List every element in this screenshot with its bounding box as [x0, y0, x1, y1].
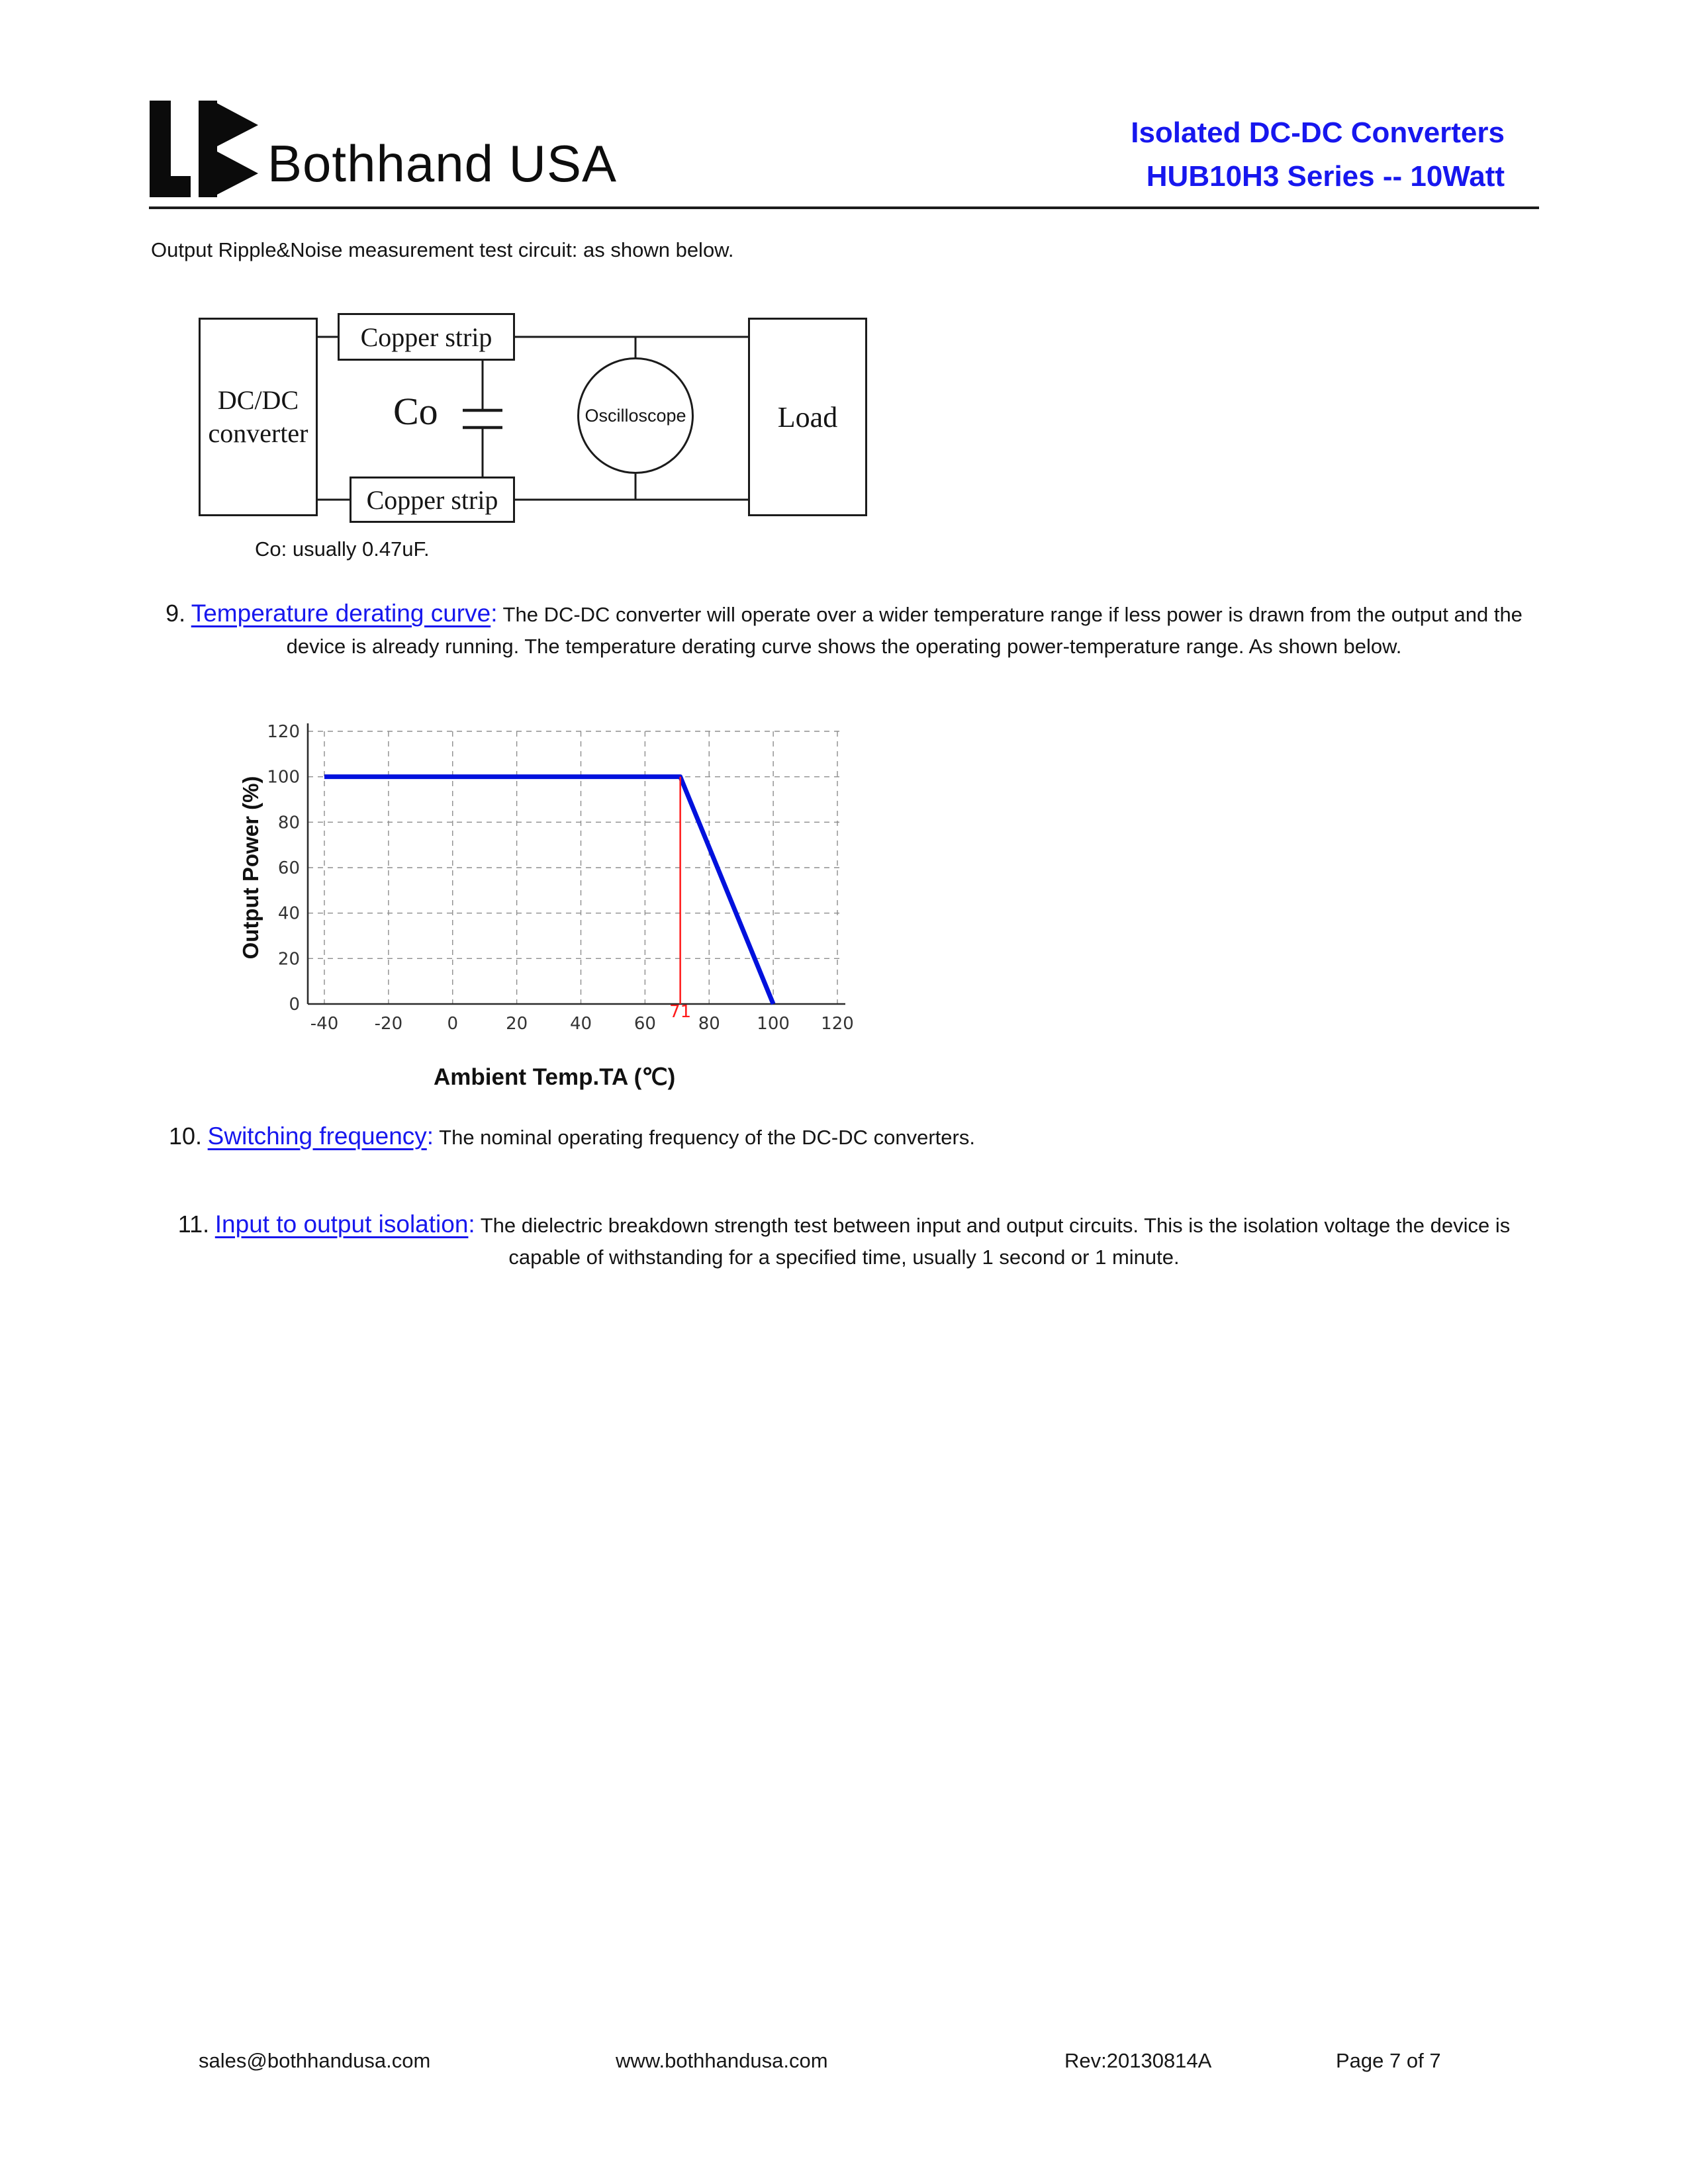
- copper-strip-top-box: Copper strip: [338, 313, 515, 361]
- section-9-colon: :: [491, 600, 498, 627]
- capacitor-note: Co: usually 0.47uF.: [255, 537, 430, 561]
- section-input-output-isolation: [159, 1208, 1529, 1273]
- knee-annotation: 71: [669, 1002, 692, 1022]
- y-tick-label: 20: [277, 949, 300, 970]
- logo-l-shape: [150, 101, 191, 197]
- logo-top-pennant: [217, 103, 258, 146]
- y-tick-label: 0: [289, 995, 300, 1015]
- logo-bottom-pennant: [217, 152, 258, 195]
- section-temperature-derating: [159, 598, 1529, 662]
- section-10-body: The nominal operating frequency of the DC-DC converters.: [439, 1126, 975, 1149]
- doc-title: [1131, 111, 1505, 199]
- capacitor-label: Co: [393, 390, 438, 433]
- x-tick-label: 60: [633, 1014, 656, 1034]
- header-divider: [149, 206, 1539, 209]
- derating-chart: [238, 715, 854, 1039]
- doc-title-line2: HUB10H3 Series -- 10Watt: [1146, 160, 1505, 193]
- section-10-title: Switching frequency: [207, 1122, 427, 1150]
- doc-title-line1: Isolated DC-DC Converters: [1131, 116, 1505, 149]
- y-tick-label: 40: [277, 903, 300, 924]
- test-circuit-diagram: [199, 310, 874, 531]
- y-tick-label: 60: [277, 858, 300, 878]
- y-axis-title: Output Power (%): [238, 776, 263, 960]
- section-switching-frequency: [169, 1120, 1566, 1154]
- x-tick-label: 0: [447, 1014, 459, 1034]
- chart-x-axis-caption: Ambient Temp.TA (℃): [434, 1064, 676, 1090]
- section-9-number: 9.: [165, 600, 186, 627]
- section-11-body: The dielectric breakdown strength test between input and output circuits. This is the isolation voltage the device is capable of withstanding for a specified time, usually 1 second or 1 minute.: [480, 1214, 1511, 1269]
- section-9-title: Temperature derating curve: [191, 600, 491, 627]
- footer-page-number: Page 7 of 7: [1336, 2049, 1441, 2072]
- footer-website: www.bothhandusa.com: [616, 2049, 828, 2072]
- section-10-number: 10.: [169, 1122, 203, 1150]
- x-tick-label: 40: [569, 1014, 592, 1034]
- derating-curve-line: [324, 777, 773, 1004]
- x-tick-label: 80: [698, 1014, 720, 1034]
- section-11-colon: :: [468, 1210, 475, 1238]
- section-9-body: The DC-DC converter will operate over a wider temperature range if less power is drawn from the output and the device is already running. The temperature derating curve shows the operating power-temperature range. As shown below.: [286, 603, 1523, 658]
- y-tick-label: 80: [277, 813, 300, 833]
- x-tick-label: -20: [374, 1014, 403, 1034]
- load-box: Load: [748, 318, 867, 516]
- derating-chart-svg: [238, 715, 854, 1039]
- footer-email: sales@bothhandusa.com: [199, 2049, 431, 2072]
- x-tick-label: 20: [506, 1014, 528, 1034]
- x-tick-label: -40: [310, 1014, 339, 1034]
- section-11-number: 11.: [177, 1210, 210, 1238]
- section-10-colon: :: [426, 1122, 434, 1150]
- y-tick-label: 120: [267, 722, 300, 742]
- x-tick-label: 100: [757, 1014, 790, 1034]
- y-tick-label: 100: [267, 767, 300, 788]
- x-tick-label: 120: [821, 1014, 854, 1034]
- section-11-title: Input to output isolation: [214, 1210, 469, 1238]
- dcdc-converter-box: [199, 318, 318, 516]
- brand-name: Bothhand USA: [267, 134, 618, 193]
- logo-bar-shape: [199, 101, 217, 197]
- dcdc-label-line1: DC/DC: [217, 385, 299, 415]
- capacitor-plates: [463, 410, 502, 428]
- bothhand-logo-icon: [149, 99, 263, 199]
- oscilloscope-circle: Oscilloscope: [577, 357, 694, 474]
- footer-revision: Rev:20130814A: [1064, 2049, 1212, 2072]
- copper-strip-bottom-box: Copper strip: [350, 477, 515, 523]
- dcdc-label-line2: converter: [208, 418, 308, 448]
- intro-text: Output Ripple&Noise measurement test circuit: as shown below.: [151, 238, 734, 261]
